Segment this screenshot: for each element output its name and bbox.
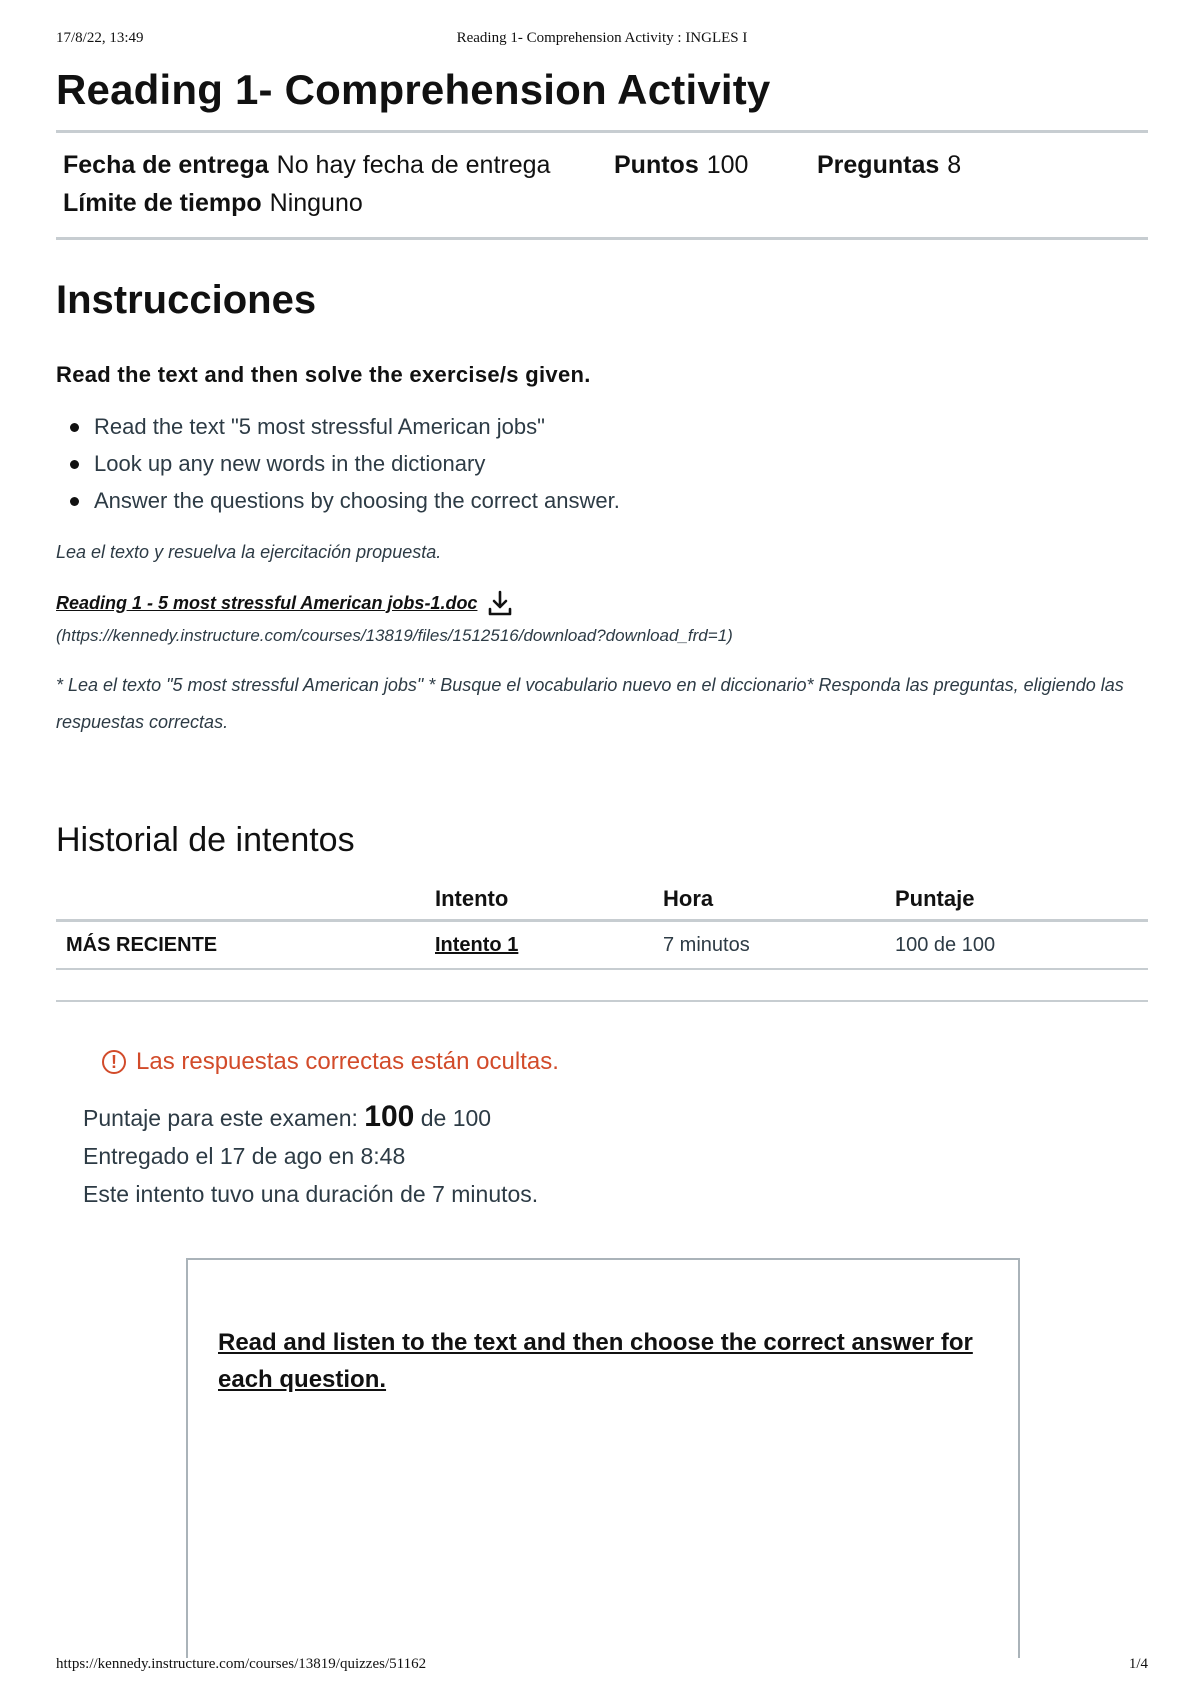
attempt-cell xyxy=(435,921,663,970)
most-recent-label: MÁS RECIENTE xyxy=(56,921,435,970)
question-box xyxy=(186,1258,1020,1658)
time-limit-label: Límite de tiempo xyxy=(63,189,262,217)
time-cell: 7 minutos xyxy=(663,921,895,970)
quiz-content xyxy=(56,60,1148,1213)
table-row xyxy=(56,921,1148,970)
column-header-score: Puntaje xyxy=(895,879,1148,921)
list-item-text: Read the text "5 most stressful American jobs" xyxy=(94,414,545,439)
question-instructions: Read and listen to the text and then choose the correct answer for each question. xyxy=(218,1329,973,1393)
score-value: 100 xyxy=(364,1100,415,1133)
attempt-history-table xyxy=(56,879,1148,970)
warning-icon: ! xyxy=(102,1050,126,1074)
table-header-row xyxy=(56,879,1148,921)
column-header-attempt: Intento xyxy=(435,879,663,921)
instructions-list xyxy=(56,408,1148,519)
bullet-icon xyxy=(70,460,79,469)
divider xyxy=(56,1000,1148,1002)
score-line xyxy=(83,1098,1148,1137)
print-footer xyxy=(56,1656,1148,1678)
questions-label: Preguntas xyxy=(817,151,940,179)
list-item-text: Answer the questions by choosing the correct answer. xyxy=(94,488,620,513)
list-item xyxy=(94,408,1148,445)
attempt-link[interactable]: Intento 1 xyxy=(435,933,519,956)
list-item-text: Look up any new words in the dictionary xyxy=(94,451,486,476)
print-page-title: Reading 1- Comprehension Activity : INGLES I xyxy=(456,30,748,46)
questions-value: 8 xyxy=(947,151,962,179)
list-item xyxy=(94,445,1148,482)
spanish-intro: Lea el texto y resuelva la ejercitación propuesta. xyxy=(56,542,442,562)
score-cell: 100 de 100 xyxy=(895,921,1148,970)
print-page-number: 1/4 xyxy=(1128,1656,1148,1672)
submitted-line: Entregado el 17 de ago en 8:48 xyxy=(83,1143,406,1169)
score-summary xyxy=(83,1098,1148,1213)
time-limit-value: Ninguno xyxy=(269,189,363,217)
score-prefix: Puntaje para este examen: xyxy=(83,1105,358,1131)
points-value: 100 xyxy=(706,151,749,179)
score-suffix: de 100 xyxy=(420,1105,492,1131)
quiz-details xyxy=(56,130,1148,240)
print-datetime: 17/8/22, 13:49 xyxy=(56,30,144,46)
duration-line: Este intento tuvo una duración de 7 minutos. xyxy=(83,1181,539,1207)
answers-hidden-text: Las respuestas correctas están ocultas. xyxy=(136,1048,559,1075)
points-label: Puntos xyxy=(614,151,699,179)
bullet-icon xyxy=(70,423,79,432)
list-item xyxy=(94,482,1148,519)
time-limit xyxy=(63,185,363,221)
due-date-label: Fecha de entrega xyxy=(63,151,269,179)
file-link-label: Reading 1 - 5 most stressful American jobs-1.doc xyxy=(56,592,478,613)
questions-count xyxy=(817,147,961,183)
column-header-blank xyxy=(56,879,435,921)
file-url: (https://kennedy.instructure.com/courses/13819/files/1512516/download?download_frd=1) xyxy=(56,626,733,645)
instructions-heading: Instrucciones xyxy=(56,278,317,322)
due-date xyxy=(63,147,550,183)
spanish-steps: * Lea el texto "5 most stressful American jobs" * Busque el vocabulario nuevo en el diccionario* Responda las preguntas, eligiendo las respuestas correctas. xyxy=(56,675,1124,732)
due-date-value: No hay fecha de entrega xyxy=(276,151,551,179)
column-header-time: Hora xyxy=(663,879,895,921)
history-heading: Historial de intentos xyxy=(56,821,355,859)
print-header xyxy=(56,30,1148,52)
points xyxy=(614,147,748,183)
page-title: Reading 1- Comprehension Activity xyxy=(56,66,771,113)
bullet-icon xyxy=(70,497,79,506)
file-download-link[interactable] xyxy=(56,589,513,617)
download-icon[interactable] xyxy=(487,589,513,617)
answers-hidden-notice xyxy=(102,1048,1148,1076)
print-url: https://kennedy.instructure.com/courses/13819/quizzes/51162 xyxy=(56,1656,427,1672)
instructions-lead: Read the text and then solve the exercise/s given. xyxy=(56,362,591,387)
